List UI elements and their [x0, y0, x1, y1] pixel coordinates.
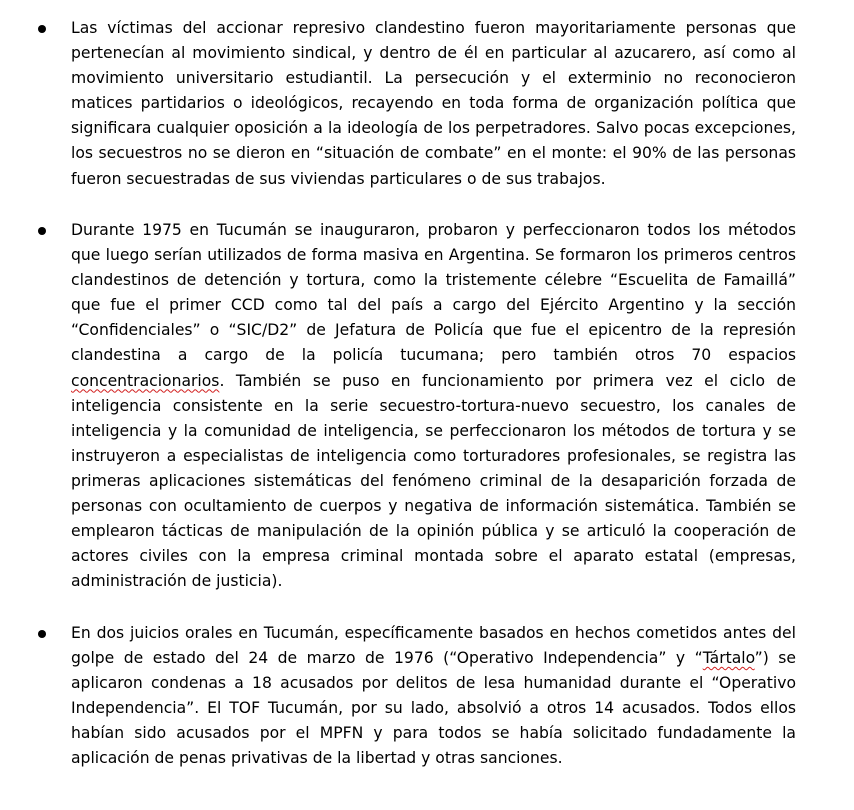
- bullet-dot-icon: [38, 25, 46, 33]
- bullet-item-trials: [0, 621, 796, 772]
- bullet-text-part: En dos juicios orales en Tucumán, específicamente basados en hechos cometidos antes del golpe de estado del 24 de marzo de 1976 (“Operativo Independencia” y “: [71, 624, 796, 668]
- bullet-dot-icon: [38, 227, 46, 235]
- bullet-dot-icon: [38, 630, 46, 638]
- spellcheck-flagged-word[interactable]: Tártalo: [702, 649, 755, 668]
- bullet-text: [71, 621, 796, 772]
- bullet-text-part: . También se puso en funcionamiento por primera vez el ciclo de inteligencia consistente en la serie secuestro-tortura-nuevo secuestro, los canales de inteligencia y la comunidad de inteligencia, se perfeccionaron los métodos de tortura y se instruyeron a especialistas de inteligencia como torturadores profesionales, se registra las primeras aplicaciones sistemáticas del fenómeno criminal de la desaparición forzada de personas con ocultamiento de cuerpos y negativa de información sistemática. También se emplearon tácticas de manipulación de la opinión pública y se articuló la cooperación de actores civiles con la empresa criminal montada sobre el aparato estatal (empresas, administración de justicia).: [71, 371, 796, 591]
- bullet-item-methods-1975: [0, 218, 796, 594]
- bullet-item-victims: [0, 16, 796, 192]
- spellcheck-flagged-word[interactable]: concentracionarios: [71, 371, 220, 390]
- bullet-text-part: Durante 1975 en Tucumán se inauguraron, probaron y perfeccionaron todos los métodos que luego serían utilizados de forma masiva en Argentina. Se formaron los primeros centros clandestinos de detención y tortura, como la tristemente célebre “Escuelita de Famaillá” que fue el primer CCD como tal del país a cargo del Ejército Argentino y la sección “Confidenciales” o “SIC/D2” de Jefatura de Policía que fue el epicentro de la represión clandestina a cargo de la policía tucumana; pero también otros 70 espacios: [71, 221, 796, 365]
- bullet-text: [71, 218, 796, 594]
- bullet-text: Las víctimas del accionar represivo clandestino fueron mayoritariamente personas que pertenecían al movimiento sindical, y dentro de él en particular al azucarero, así como al movimiento universitario estudiantil. La persecución y el exterminio no reconocieron matices partidarios o ideológicos, recayendo en toda forma de organización política que significara cualquier oposición a la ideología de los perpetradores. Salvo pocas excepciones, los secuestros no se dieron en “situación de combate” en el monte: el 90% de las personas fueron secuestradas de sus viviendas particulares o de sus trabajos.: [71, 19, 796, 188]
- bullet-text-part: ”) se aplicaron condenas a 18 acusados por delitos de lesa humanidad durante el “Operativo Independencia”. El TOF Tucumán, por su lado, absolvió a otros 14 acusados. Todos ellos habían sido acusados por el MPFN y para todos se había solicitado fundadamente la aplicación de penas privativas de la libertad y otras sanciones.: [71, 649, 796, 768]
